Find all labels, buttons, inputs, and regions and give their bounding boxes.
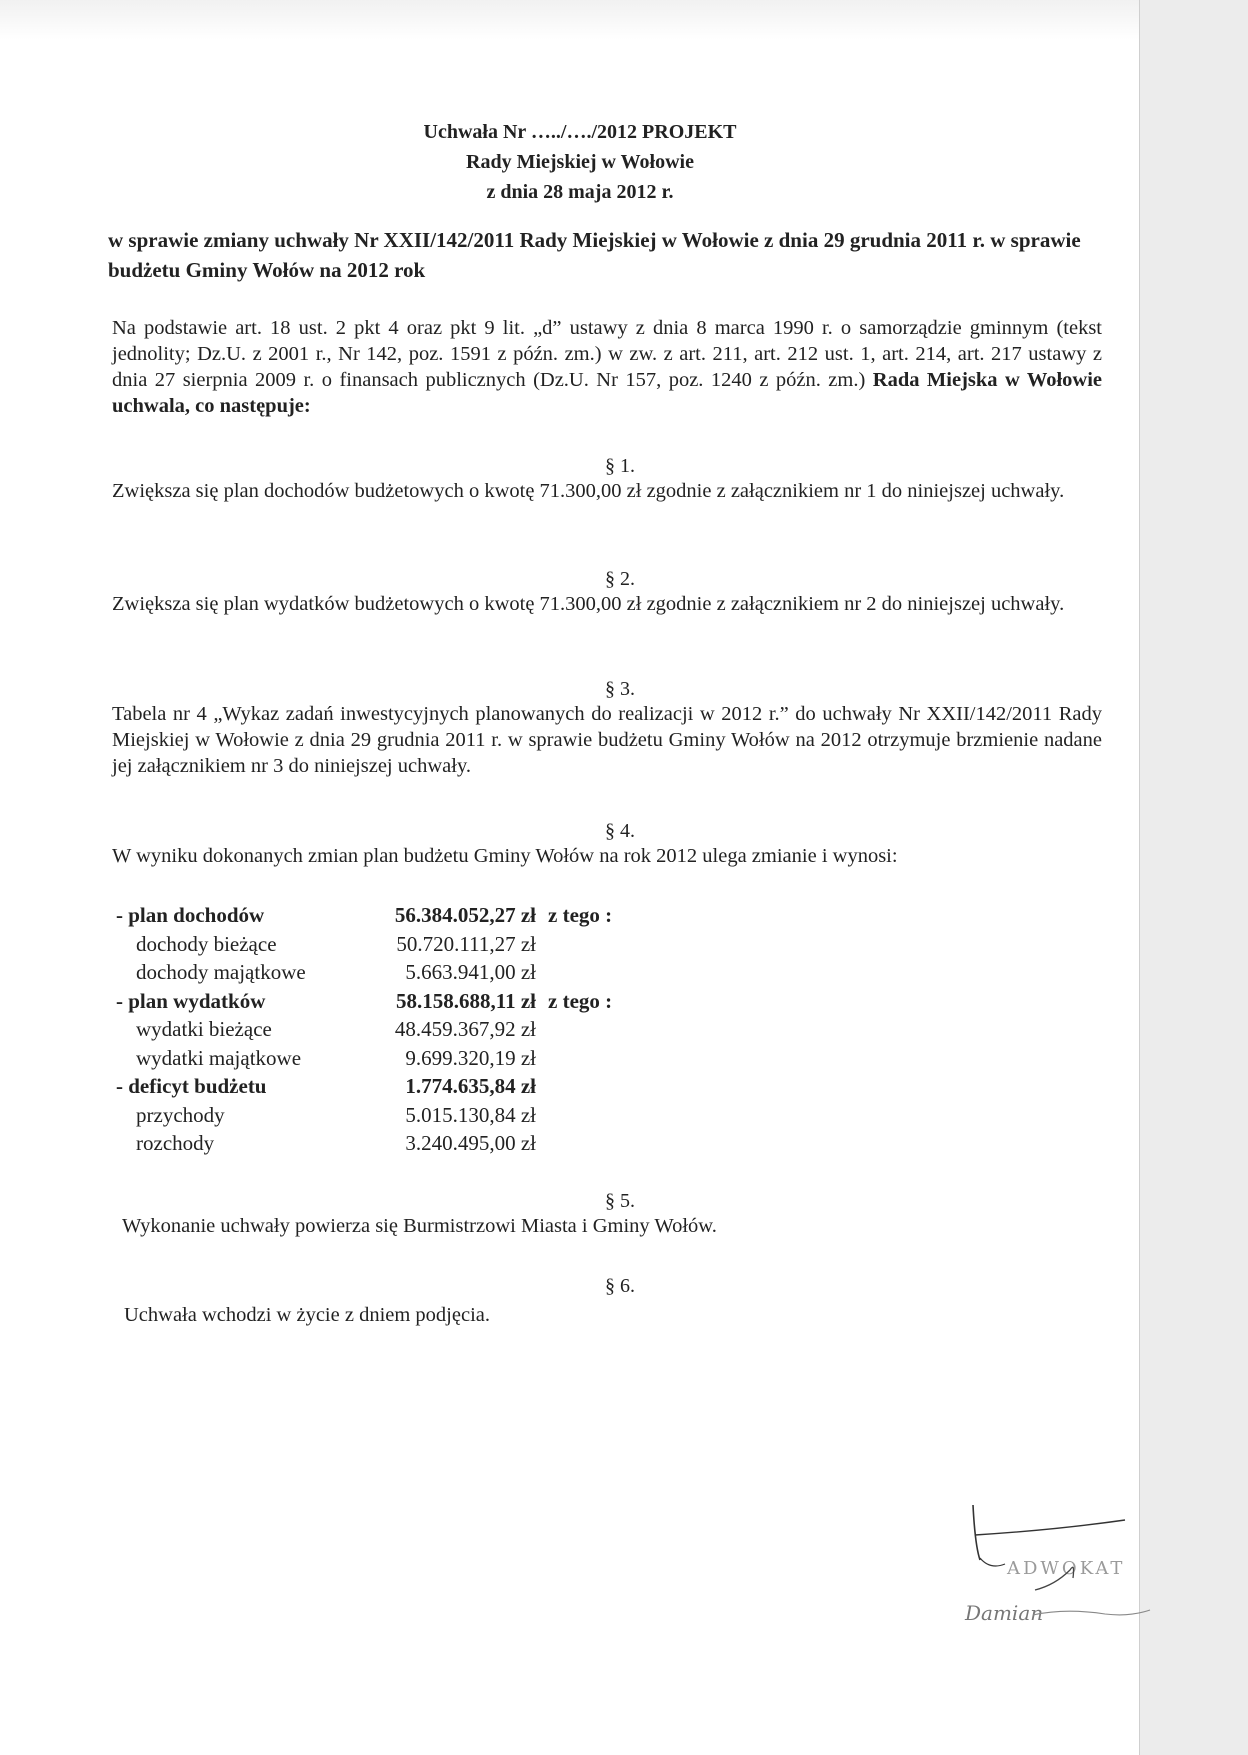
summary-value: 5.663.941,00 zł (405, 960, 536, 984)
summary-label: - plan wydatków (116, 988, 266, 1013)
summary-row (116, 1046, 676, 1075)
summary-row (116, 1131, 676, 1160)
section-5-text: Wykonanie uchwały powierza się Burmistrzowi Miasta i Gminy Wołów. (122, 1215, 717, 1237)
section-3-mark: § 3. (605, 678, 635, 700)
summary-value: 48.459.367,92 zł (394, 1017, 536, 1041)
summary-label: - plan dochodów (116, 903, 265, 927)
budget-summary (116, 903, 676, 1160)
summary-row (116, 903, 676, 932)
summary-value: 1.774.635,84 zł (405, 1074, 536, 1098)
summary-suffix: z tego : (548, 988, 613, 1013)
resolution-date: z dnia 28 maja 2012 r. (486, 181, 674, 203)
summary-label: przychody (136, 1102, 225, 1127)
section-1-mark: § 1. (605, 455, 635, 477)
summary-row (116, 1103, 676, 1132)
summary-row (116, 960, 676, 989)
summary-label: dochody bieżące (136, 931, 277, 956)
section-6-mark: § 6. (605, 1275, 635, 1297)
summary-row (116, 1017, 676, 1046)
stamp-text: ADWOKAT (1007, 1558, 1126, 1579)
preamble-text: Na podstawie art. 18 ust. 2 pkt 4 oraz pkt 9 lit. „d” ustawy z dnia 8 marca 1990 r. o samorządzie gminnym (tekst jednolity; Dz.U. z 2001 r., Nr 142, poz. 1591 z późn. zm.) w zw. z art. 211, art. 212 ust. 1, art. 214, art. 217 ustawy z dnia 27 sierpnia 2009 r. o finansach publicznych (Dz.U. Nr 157, poz. 1240 z późn. zm.) (112, 317, 1102, 391)
section-2-text: Zwiększa się plan wydatków budżetowych o kwotę 71.300,00 zł zgodnie z załącznikiem nr 2 do niniejszej uchwały. (112, 593, 1065, 615)
section-4-text: W wyniku dokonanych zmian plan budżetu Gminy Wołów na rok 2012 ulega zmianie i wynosi: (112, 845, 898, 867)
summary-label: wydatki majątkowe (136, 1045, 302, 1070)
summary-row (116, 1074, 676, 1103)
section-2-mark: § 2. (605, 568, 635, 590)
council-name: Rady Miejskiej w Wołowie (466, 151, 694, 173)
summary-label: - deficyt budżetu (116, 1074, 267, 1098)
preamble (112, 315, 1102, 419)
summary-row (116, 989, 676, 1018)
summary-value: 50.720.111,27 zł (396, 931, 536, 956)
summary-value: 5.015.130,84 zł (405, 1102, 536, 1127)
summary-row (116, 932, 676, 961)
section-1-text: Zwiększa się plan dochodów budżetowych o kwotę 71.300,00 zł zgodnie z załącznikiem nr 1 do niniejszej uchwały. (112, 480, 1065, 502)
summary-label: wydatki bieżące (136, 1017, 272, 1041)
summary-value: 3.240.495,00 zł (405, 1131, 536, 1155)
summary-value: 58.158.688,11 zł (396, 988, 536, 1013)
resolution-subject: w sprawie zmiany uchwały Nr XXII/142/2011 Rady Miejskiej w Wołowie z dnia 29 grudnia 2011 r. w sprawie budżetu Gminy Wołów na 2012 rok (108, 228, 1081, 282)
section-3-text: Tabela nr 4 „Wykaz zadań inwestycyjnych planowanych do realizacji w 2012 r.” do uchwały Nr XXII/142/2011 Rady Miejskiej w Wołowie z dnia 29 grudnia 2011 r. w sprawie budżetu Gminy Wołów na 2012 otrzymuje brzmienie nadane jej załącznikiem nr 3 do niniejszej uchwały. (112, 703, 1102, 777)
section-4-mark: § 4. (605, 820, 635, 842)
section-6-text: Uchwała wchodzi w życie z dniem podjęcia. (124, 1304, 490, 1326)
stamp-signature (945, 1490, 1175, 1640)
summary-label: rozchody (136, 1131, 215, 1155)
summary-suffix: z tego : (548, 903, 613, 927)
summary-value: 56.384.052,27 zł (394, 903, 536, 927)
summary-value: 9.699.320,19 zł (405, 1045, 536, 1070)
signature-name: Damian (965, 1601, 1044, 1625)
preamble-enacting-clause: Rada Miejska w Wołowie uchwala, co następuje: (112, 369, 1103, 417)
resolution-number: Uchwała Nr …../…./2012 PROJEKT (423, 121, 737, 143)
resolution-header (300, 117, 860, 207)
section-5-mark: § 5. (605, 1190, 635, 1212)
summary-label: dochody majątkowe (136, 960, 306, 984)
